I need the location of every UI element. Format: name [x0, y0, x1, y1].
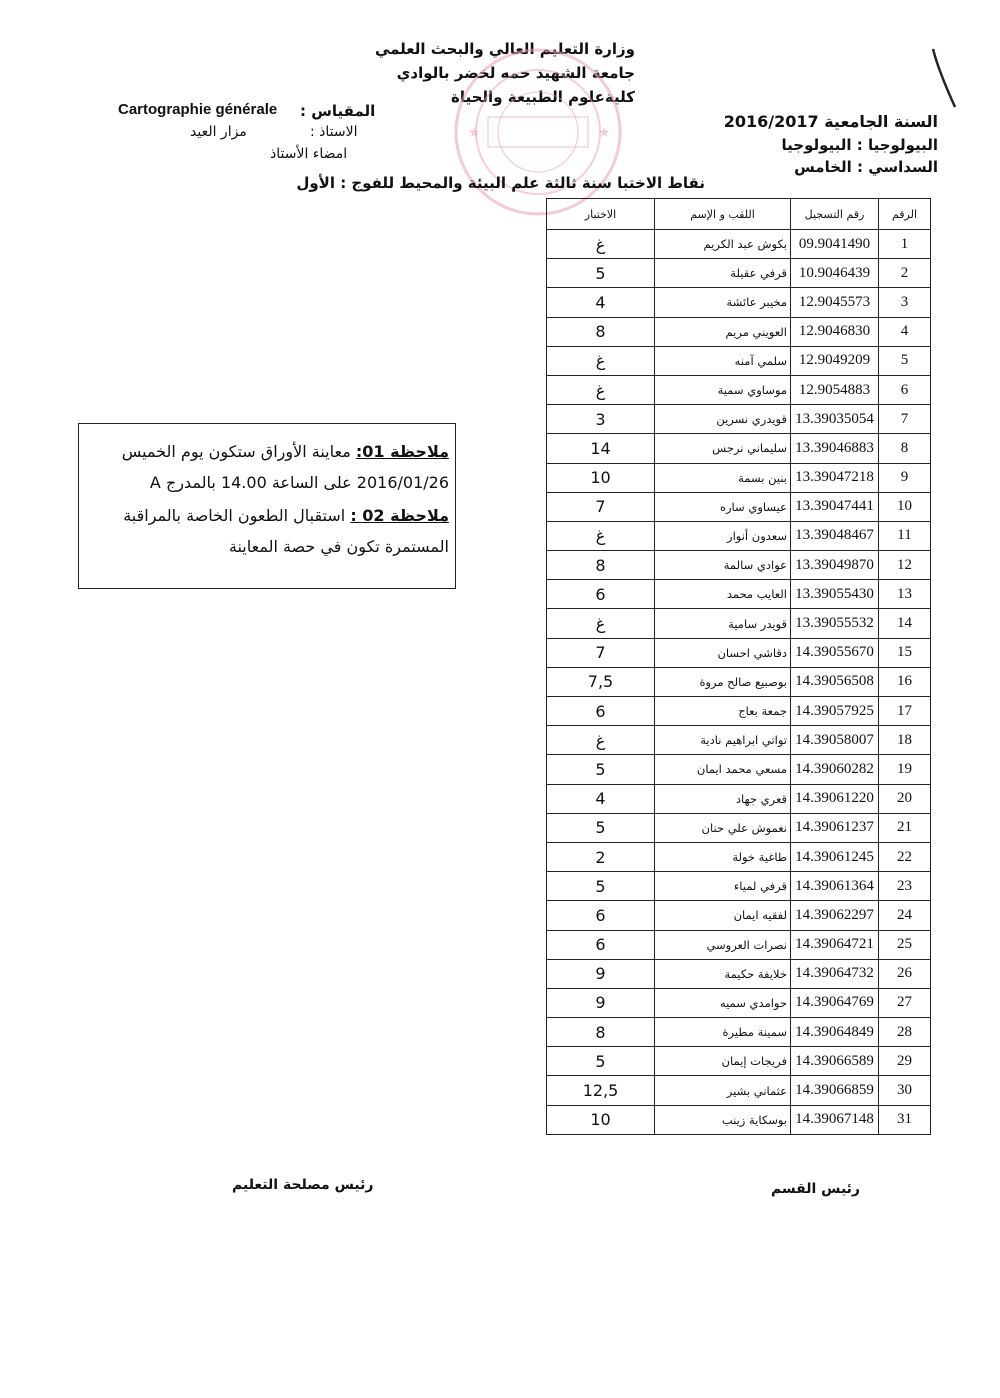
signature-label: امضاء الأستاذ — [270, 146, 348, 162]
row-number: 22 — [879, 842, 931, 871]
row-number: 26 — [879, 959, 931, 988]
row-registration: 09.9041490 — [791, 230, 879, 259]
row-registration: 12.9045573 — [791, 288, 879, 317]
header-exam: الاختبار — [547, 199, 655, 230]
row-grade: 5 — [547, 813, 655, 842]
teaching-head-signature: رئيس مصلحة التعليم — [232, 1177, 374, 1193]
svg-text:★: ★ — [468, 125, 481, 141]
row-name: قرفي لمياء — [655, 872, 791, 901]
row-grade: غ — [547, 521, 655, 550]
professor-label: الاستاذ : — [310, 124, 358, 140]
row-name: سليماني نرجس — [655, 434, 791, 463]
row-number: 17 — [879, 697, 931, 726]
row-grade: 12,5 — [547, 1076, 655, 1105]
table-row — [547, 492, 931, 521]
row-number: 9 — [879, 463, 931, 492]
row-grade: 5 — [547, 755, 655, 784]
row-name: عوادي سالمة — [655, 551, 791, 580]
corner-mark-icon — [925, 45, 965, 110]
row-registration: 13.39048467 — [791, 521, 879, 550]
row-grade: 5 — [547, 259, 655, 288]
table-row — [547, 521, 931, 550]
row-number: 6 — [879, 375, 931, 404]
row-name: لفقيه ايمان — [655, 901, 791, 930]
row-name: جمعة بعاج — [655, 697, 791, 726]
row-registration: 14.39061220 — [791, 784, 879, 813]
row-registration: 14.39066589 — [791, 1047, 879, 1076]
row-registration: 14.39064849 — [791, 1018, 879, 1047]
row-name: سلمي آمنه — [655, 346, 791, 375]
row-grade: 8 — [547, 551, 655, 580]
row-registration: 12.9054883 — [791, 375, 879, 404]
table-row — [547, 959, 931, 988]
row-grade: 9 — [547, 959, 655, 988]
row-registration: 13.39047218 — [791, 463, 879, 492]
row-name: العايب محمد — [655, 580, 791, 609]
row-grade: 3 — [547, 405, 655, 434]
row-number: 25 — [879, 930, 931, 959]
row-number: 11 — [879, 521, 931, 550]
row-number: 21 — [879, 813, 931, 842]
row-name: سعدون أنوار — [655, 521, 791, 550]
row-number: 7 — [879, 405, 931, 434]
row-registration: 14.39061245 — [791, 842, 879, 871]
faculty-title: كليةعلوم الطبيعة والحياة — [451, 88, 635, 106]
row-grade: 7,5 — [547, 667, 655, 696]
table-row — [547, 317, 931, 346]
row-number: 1 — [879, 230, 931, 259]
row-number: 13 — [879, 580, 931, 609]
row-name: موساوي سمية — [655, 375, 791, 404]
note-2 — [85, 500, 449, 562]
row-registration: 13.39047441 — [791, 492, 879, 521]
row-name: خلايفة حكيمة — [655, 959, 791, 988]
row-number: 4 — [879, 317, 931, 346]
row-registration: 14.39058007 — [791, 726, 879, 755]
table-row — [547, 667, 931, 696]
semester: السداسي : الخامس — [794, 158, 938, 176]
table-row — [547, 988, 931, 1017]
row-name: قويدر سامية — [655, 609, 791, 638]
row-grade: 10 — [547, 463, 655, 492]
row-name: تواتي ابراهيم نادية — [655, 726, 791, 755]
row-number: 8 — [879, 434, 931, 463]
table-row — [547, 697, 931, 726]
row-grade: غ — [547, 375, 655, 404]
row-name: نصرات العروسي — [655, 930, 791, 959]
row-registration: 14.39064732 — [791, 959, 879, 988]
note-1 — [85, 436, 449, 498]
table-row — [547, 259, 931, 288]
row-name: العويني مريم — [655, 317, 791, 346]
note-1-label: ملاحظة 01: — [355, 442, 449, 461]
row-grade: 5 — [547, 1047, 655, 1076]
row-name: سمينة مطيرة — [655, 1018, 791, 1047]
table-row — [547, 930, 931, 959]
table-row — [547, 1105, 931, 1134]
row-grade: 4 — [547, 288, 655, 317]
row-registration: 14.39057925 — [791, 697, 879, 726]
table-row — [547, 551, 931, 580]
grades-body — [547, 230, 931, 1135]
speciality: البيولوجيا : البيولوجيا — [781, 136, 938, 154]
module-label: المقياس : — [300, 102, 376, 120]
header-name: اللقب و الإسم — [655, 199, 791, 230]
row-name: عيساوي ساره — [655, 492, 791, 521]
row-name: دقاشي احسان — [655, 638, 791, 667]
table-row — [547, 346, 931, 375]
row-name: بكوش عبد الكريم — [655, 230, 791, 259]
table-row — [547, 784, 931, 813]
row-number: 16 — [879, 667, 931, 696]
table-header-row — [547, 199, 931, 230]
row-registration: 10.9046439 — [791, 259, 879, 288]
table-row — [547, 405, 931, 434]
row-grade: غ — [547, 346, 655, 375]
row-number: 30 — [879, 1076, 931, 1105]
row-grade: غ — [547, 609, 655, 638]
note-1-text: معاينة الأوراق ستكون يوم الخميس 2016/01/26 على الساعة 14.00 بالمدرج A — [121, 442, 449, 492]
row-name: بوسكاية زينب — [655, 1105, 791, 1134]
row-number: 2 — [879, 259, 931, 288]
row-grade: 5 — [547, 872, 655, 901]
row-grade: 7 — [547, 638, 655, 667]
row-registration: 12.9046830 — [791, 317, 879, 346]
row-name: قويدري نسرين — [655, 405, 791, 434]
row-number: 10 — [879, 492, 931, 521]
row-grade: 6 — [547, 580, 655, 609]
row-registration: 14.39066859 — [791, 1076, 879, 1105]
row-registration: 13.39035054 — [791, 405, 879, 434]
table-row — [547, 755, 931, 784]
row-name: بوصبيع صالح مروة — [655, 667, 791, 696]
header-number: الرقم — [879, 199, 931, 230]
university-title: جامعة الشهيد حمه لخضر بالوادي — [396, 64, 635, 82]
table-row — [547, 288, 931, 317]
table-row — [547, 901, 931, 930]
svg-text:★: ★ — [598, 125, 611, 141]
row-registration: 14.39064769 — [791, 988, 879, 1017]
row-registration: 13.39055430 — [791, 580, 879, 609]
table-row — [547, 375, 931, 404]
table-row — [547, 726, 931, 755]
row-number: 14 — [879, 609, 931, 638]
row-name: مخيبر عائشة — [655, 288, 791, 317]
row-grade: 7 — [547, 492, 655, 521]
row-number: 24 — [879, 901, 931, 930]
table-row — [547, 872, 931, 901]
row-name: قرفي عقيلة — [655, 259, 791, 288]
module-name: Cartographie générale — [118, 101, 278, 118]
row-number: 5 — [879, 346, 931, 375]
row-registration: 14.39067148 — [791, 1105, 879, 1134]
row-name: مسعي محمد ايمان — [655, 755, 791, 784]
header-registration: رقم التسجيل — [791, 199, 879, 230]
row-number: 29 — [879, 1047, 931, 1076]
row-number: 27 — [879, 988, 931, 1017]
note-2-label: ملاحظة 02 : — [350, 506, 449, 525]
table-row — [547, 1047, 931, 1076]
row-registration: 14.39056508 — [791, 667, 879, 696]
row-registration: 14.39055670 — [791, 638, 879, 667]
row-registration: 14.39062297 — [791, 901, 879, 930]
table-row — [547, 638, 931, 667]
ministry-title: وزارة التعليم العالي والبحث العلمي — [374, 40, 635, 58]
row-grade: 14 — [547, 434, 655, 463]
table-row — [547, 463, 931, 492]
table-row — [547, 842, 931, 871]
row-registration: 14.39060282 — [791, 755, 879, 784]
table-row — [547, 813, 931, 842]
row-name: طاغية خولة — [655, 842, 791, 871]
table-row — [547, 434, 931, 463]
table-row — [547, 580, 931, 609]
professor-name: مزار العيد — [190, 124, 247, 140]
row-name: نغموش علي حنان — [655, 813, 791, 842]
grades-title: نقاط الاختبا سنة ثالثة علم البيئة والمحيط للفوج : الأول — [296, 174, 705, 192]
academic-year: السنة الجامعية 2016/2017 — [723, 112, 938, 131]
row-number: 15 — [879, 638, 931, 667]
row-grade: غ — [547, 726, 655, 755]
row-grade: 8 — [547, 1018, 655, 1047]
row-name: حوامدي سميه — [655, 988, 791, 1017]
row-grade: 6 — [547, 697, 655, 726]
row-registration: 12.9049209 — [791, 346, 879, 375]
table-row — [547, 230, 931, 259]
row-name: عثماني بشير — [655, 1076, 791, 1105]
row-grade: 9 — [547, 988, 655, 1017]
row-registration: 14.39061237 — [791, 813, 879, 842]
row-number: 18 — [879, 726, 931, 755]
table-row — [547, 1018, 931, 1047]
row-grade: غ — [547, 230, 655, 259]
row-registration: 14.39064721 — [791, 930, 879, 959]
row-number: 20 — [879, 784, 931, 813]
row-registration: 13.39046883 — [791, 434, 879, 463]
row-grade: 6 — [547, 901, 655, 930]
notes-box — [78, 423, 456, 589]
row-number: 23 — [879, 872, 931, 901]
row-grade: 6 — [547, 930, 655, 959]
table-row — [547, 1076, 931, 1105]
row-registration: 13.39055532 — [791, 609, 879, 638]
row-name: قعري جهاد — [655, 784, 791, 813]
row-number: 19 — [879, 755, 931, 784]
row-registration: 13.39049870 — [791, 551, 879, 580]
row-grade: 2 — [547, 842, 655, 871]
row-grade: 10 — [547, 1105, 655, 1134]
row-registration: 14.39061364 — [791, 872, 879, 901]
grades-table — [546, 198, 931, 1135]
row-name: بنين بسمة — [655, 463, 791, 492]
row-grade: 8 — [547, 317, 655, 346]
row-number: 3 — [879, 288, 931, 317]
row-number: 12 — [879, 551, 931, 580]
row-number: 31 — [879, 1105, 931, 1134]
department-stamp-icon — [448, 42, 628, 222]
department-head-signature: رئيس القسم — [770, 1181, 860, 1197]
row-grade: 4 — [547, 784, 655, 813]
note-2-text: استقبال الطعون الخاصة بالمراقبة المستمرة تكون في حصة المعاينة — [123, 506, 449, 556]
table-row — [547, 609, 931, 638]
row-number: 28 — [879, 1018, 931, 1047]
row-name: فريجات إيمان — [655, 1047, 791, 1076]
